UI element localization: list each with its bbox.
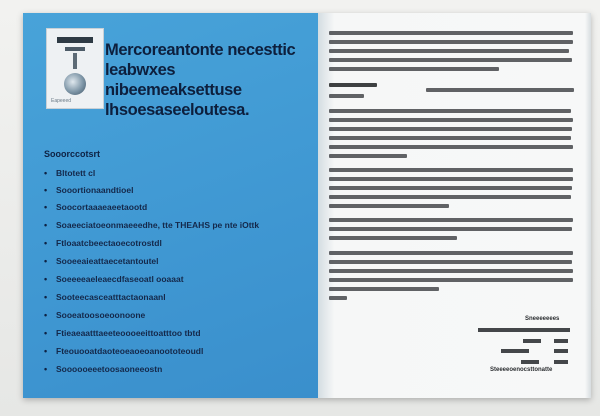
- bullet-icon: •: [44, 364, 48, 374]
- text-line: [329, 109, 571, 113]
- text-line: [329, 236, 457, 240]
- text-line: [329, 40, 573, 44]
- blue-cover-panel: Eapeeed Mercoreantonte necesttic leabwxes nibeemeaksettuse lhsoesaseeloutesa. Sooorccotsrt • Bltotett cl • Sooortionaandtioel • Soocortaaaeaeetaootd • Soaeeciatoeonmaeeedhe, tte THEAHS pe nte iOttk • Ftloaatcbeectaoecotrostdl • Sooeeaieattaecetantoutel • Soeeeeaeleaecdfaseoatl ooaaat • Sooteecasceatttactaonaanl • Sooeatoosoeoonoone • Ftieaeaatttaeeteoooeeittoatttoo tbtd • Fteouooatdaoteoeaoeoanoototeoudl • Soooooeeetoosaoneeostn: [23, 13, 318, 398]
- text-line: [426, 88, 574, 92]
- image-caption: Eapeeed: [51, 98, 72, 104]
- text-line: [329, 168, 573, 172]
- text-line: [329, 31, 573, 35]
- text-line: [329, 287, 439, 291]
- headline: Mercoreantonte necesttic leabwxes nibeemeaksettuse lhsoesaseeloutesa.: [105, 41, 296, 119]
- text-line: [329, 136, 571, 140]
- signature-name: Sneeeeeees: [525, 316, 560, 322]
- bullet-icon: •: [44, 310, 48, 320]
- bullet-icon: •: [44, 168, 48, 178]
- text-line: [329, 278, 573, 282]
- text-line: [329, 251, 573, 255]
- bullet-icon: •: [44, 220, 48, 230]
- bullet-icon: •: [44, 346, 48, 356]
- brochure-spread: [23, 13, 591, 398]
- text-line: [329, 118, 573, 122]
- device-icon: [64, 73, 86, 95]
- bullet-icon: •: [44, 328, 48, 338]
- signature-line: [521, 360, 539, 364]
- text-line: [329, 67, 499, 71]
- text-line: [329, 227, 572, 231]
- bullet-icon: •: [44, 202, 48, 212]
- signature-line: [554, 360, 568, 364]
- page-edge: [585, 13, 591, 398]
- text-page: [318, 13, 591, 398]
- signature-title: Steeeeoenocsttonatte: [490, 367, 553, 373]
- signature-line: [554, 339, 568, 343]
- list-title: Sooorccotsrt: [44, 149, 101, 159]
- signature-line: [523, 339, 541, 343]
- text-line: [329, 154, 407, 158]
- text-line: [329, 296, 347, 300]
- text-line: [329, 218, 573, 222]
- product-image: [46, 28, 104, 109]
- text-line: [329, 177, 573, 181]
- bullet-icon: •: [44, 256, 48, 266]
- bullet-icon: •: [44, 185, 48, 195]
- bullet-icon: •: [44, 238, 48, 248]
- signature-line: [501, 349, 529, 353]
- text-line: [329, 127, 572, 131]
- bullet-icon: •: [44, 292, 48, 302]
- text-line: [329, 269, 573, 273]
- text-line: [329, 49, 569, 53]
- text-line: [329, 145, 573, 149]
- text-line: [329, 204, 449, 208]
- text-line: [329, 260, 572, 264]
- bullet-icon: •: [44, 274, 48, 284]
- signature-line: [478, 328, 570, 332]
- signature-line: [554, 349, 568, 353]
- text-line: [329, 58, 572, 62]
- text-line: [329, 195, 571, 199]
- subheading: [329, 83, 377, 87]
- text-line: [329, 186, 572, 190]
- text-line: [329, 94, 364, 98]
